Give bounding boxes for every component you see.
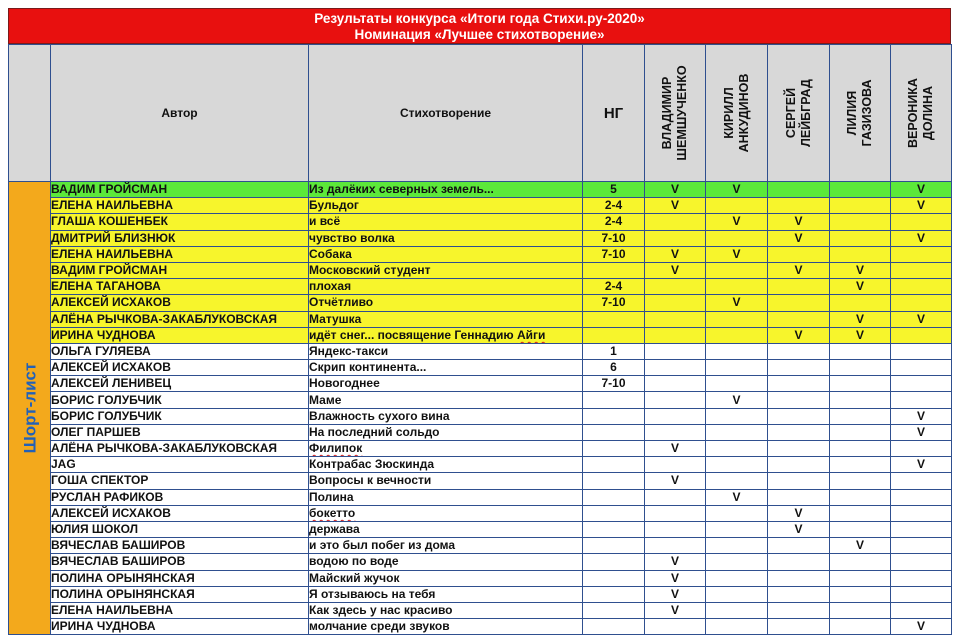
vote-cell-jury-5	[891, 554, 952, 570]
vote-cell-jury-4	[830, 619, 891, 635]
vote-cell-jury-1	[645, 376, 706, 392]
poem-cell	[309, 538, 583, 554]
poem-title: Вопросы к вечности	[309, 473, 432, 488]
vote-cell-jury-2	[706, 457, 768, 473]
author-cell: ПОЛИНА ОРЫНЯНСКАЯ	[51, 570, 309, 586]
poem-cell	[309, 214, 583, 230]
vote-cell-jury-5	[891, 586, 952, 602]
vote-cell-jury-1	[645, 424, 706, 440]
poem-cell	[309, 392, 583, 408]
vote-cell-jury-2	[706, 602, 768, 618]
ng-cell	[583, 570, 645, 586]
vote-cell-jury-3	[768, 619, 830, 635]
vote-cell-jury-4	[830, 602, 891, 618]
table-row	[9, 554, 952, 570]
vote-cell-jury-2	[706, 441, 768, 457]
title-banner	[8, 8, 951, 44]
poem-cell	[309, 521, 583, 537]
vote-cell-jury-4	[830, 408, 891, 424]
vote-cell-jury-1: V	[645, 554, 706, 570]
vote-cell-jury-3	[768, 198, 830, 214]
vote-cell-jury-2	[706, 360, 768, 376]
table-row	[9, 521, 952, 537]
vote-cell-jury-4	[830, 505, 891, 521]
vote-cell-jury-2	[706, 505, 768, 521]
vote-cell-jury-4	[830, 473, 891, 489]
author-cell: БОРИС ГОЛУБЧИК	[51, 392, 309, 408]
vote-cell-jury-4: V	[830, 538, 891, 554]
vote-cell-jury-3: V	[768, 521, 830, 537]
author-cell: ВАДИМ ГРОЙСМАН	[51, 182, 309, 198]
vote-cell-jury-2	[706, 198, 768, 214]
vote-cell-jury-4	[830, 376, 891, 392]
vote-cell-jury-2: V	[706, 489, 768, 505]
results-body	[9, 182, 952, 635]
vote-cell-jury-5	[891, 360, 952, 376]
vote-cell-jury-3	[768, 457, 830, 473]
vote-cell-jury-3	[768, 424, 830, 440]
poem-title: бокетто	[309, 505, 356, 520]
title-line-2: Номинация «Лучшее стихотворение»	[354, 27, 605, 42]
ng-cell	[583, 311, 645, 327]
vote-cell-jury-2	[706, 424, 768, 440]
poem-cell	[309, 376, 583, 392]
poem-title: идёт снег... посвящение Геннадию Айги	[309, 327, 546, 342]
poem-cell	[309, 602, 583, 618]
author-cell: ЮЛИЯ ШОКОЛ	[51, 521, 309, 537]
vote-cell-jury-2	[706, 262, 768, 278]
poem-title: держава	[309, 522, 360, 537]
ng-cell	[583, 424, 645, 440]
ng-cell	[583, 457, 645, 473]
poem-title: Влажность сухого вина	[309, 408, 450, 423]
vote-cell-jury-5	[891, 214, 952, 230]
ng-cell: 7-10	[583, 246, 645, 262]
vote-cell-jury-2: V	[706, 392, 768, 408]
vote-cell-jury-1: V	[645, 602, 706, 618]
vote-cell-jury-4	[830, 586, 891, 602]
table-row	[9, 230, 952, 246]
vote-cell-jury-1	[645, 619, 706, 635]
results-table	[8, 44, 952, 635]
vote-cell-jury-1: V	[645, 198, 706, 214]
vote-cell-jury-2: V	[706, 214, 768, 230]
vote-cell-jury-1: V	[645, 246, 706, 262]
vote-cell-jury-3	[768, 489, 830, 505]
author-cell: АЛЕКСЕЙ ИСХАКОВ	[51, 360, 309, 376]
ng-cell	[583, 262, 645, 278]
poem-title: чувство волка	[309, 230, 395, 245]
poem-cell	[309, 262, 583, 278]
table-row	[9, 570, 952, 586]
ng-cell: 6	[583, 360, 645, 376]
poem-title: Собака	[309, 246, 352, 261]
author-cell: ВАДИМ ГРОЙСМАН	[51, 262, 309, 278]
spellcheck-mark: Айги	[516, 327, 546, 342]
vote-cell-jury-3	[768, 182, 830, 198]
vote-cell-jury-4: V	[830, 327, 891, 343]
poem-title: Майский жучок	[309, 570, 400, 585]
poem-title: Филипок	[309, 441, 363, 456]
author-cell: ЕЛЕНА НАИЛЬЕВНА	[51, 246, 309, 262]
poem-cell	[309, 619, 583, 635]
vote-cell-jury-1: V	[645, 586, 706, 602]
poem-title: и всё	[309, 214, 341, 229]
ng-cell	[583, 538, 645, 554]
poem-title: молчание среди звуков	[309, 619, 450, 634]
vote-cell-jury-3	[768, 343, 830, 359]
vote-cell-jury-5	[891, 279, 952, 295]
poem-title: Маме	[309, 392, 342, 407]
vote-cell-jury-4: V	[830, 279, 891, 295]
vote-cell-jury-2	[706, 538, 768, 554]
vote-cell-jury-4	[830, 230, 891, 246]
vote-cell-jury-4	[830, 360, 891, 376]
poem-title: Скрип континента...	[309, 360, 427, 375]
ng-cell	[583, 586, 645, 602]
vote-cell-jury-3	[768, 279, 830, 295]
vote-cell-jury-5	[891, 441, 952, 457]
author-cell: ПОЛИНА ОРЫНЯНСКАЯ	[51, 586, 309, 602]
author-cell: ЕЛЕНА ТАГАНОВА	[51, 279, 309, 295]
author-cell: ОЛЬГА ГУЛЯЕВА	[51, 343, 309, 359]
ng-cell: 7-10	[583, 230, 645, 246]
table-row	[9, 182, 952, 198]
vote-cell-jury-4	[830, 424, 891, 440]
ng-cell	[583, 505, 645, 521]
poem-title: Из далёких северных земель...	[309, 182, 494, 197]
poem-title: Отчётливо	[309, 295, 374, 310]
poem-title: Матушка	[309, 311, 362, 326]
author-cell: ГОША СПЕКТОР	[51, 473, 309, 489]
vote-cell-jury-3: V	[768, 262, 830, 278]
vote-cell-jury-3	[768, 554, 830, 570]
vote-cell-jury-5: V	[891, 619, 952, 635]
table-row	[9, 586, 952, 602]
vote-cell-jury-1	[645, 214, 706, 230]
poem-title: и это был побег из дома	[309, 538, 456, 553]
author-cell: АЛЕКСЕЙ ЛЕНИВЕЦ	[51, 376, 309, 392]
author-cell: РУСЛАН РАФИКОВ	[51, 489, 309, 505]
vote-cell-jury-5: V	[891, 230, 952, 246]
ng-cell	[583, 521, 645, 537]
poem-cell	[309, 489, 583, 505]
vote-cell-jury-3	[768, 586, 830, 602]
table-row	[9, 457, 952, 473]
vote-cell-jury-3: V	[768, 230, 830, 246]
vote-cell-jury-4	[830, 246, 891, 262]
ng-cell	[583, 554, 645, 570]
poem-cell	[309, 182, 583, 198]
poem-cell	[309, 457, 583, 473]
poem-cell	[309, 230, 583, 246]
table-row	[9, 602, 952, 618]
table-row	[9, 505, 952, 521]
ng-cell	[583, 619, 645, 635]
header-author: Автор	[51, 45, 309, 182]
vote-cell-jury-2	[706, 279, 768, 295]
vote-cell-jury-5	[891, 246, 952, 262]
poem-title: Новогоднее	[309, 376, 380, 391]
table-row	[9, 473, 952, 489]
vote-cell-jury-4	[830, 392, 891, 408]
shortlist-side-cell	[9, 182, 51, 635]
vote-cell-jury-5: V	[891, 311, 952, 327]
poem-cell	[309, 441, 583, 457]
vote-cell-jury-1	[645, 457, 706, 473]
vote-cell-jury-4	[830, 570, 891, 586]
vote-cell-jury-1	[645, 295, 706, 311]
vote-cell-jury-3	[768, 295, 830, 311]
poem-cell	[309, 586, 583, 602]
vote-cell-jury-3	[768, 473, 830, 489]
vote-cell-jury-1: V	[645, 570, 706, 586]
vote-cell-jury-2	[706, 554, 768, 570]
author-cell: ИРИНА ЧУДНОВА	[51, 619, 309, 635]
vote-cell-jury-3	[768, 376, 830, 392]
vote-cell-jury-2	[706, 376, 768, 392]
vote-cell-jury-5	[891, 570, 952, 586]
header-poem: Стихотворение	[309, 45, 583, 182]
author-cell: АЛЕКСЕЙ ИСХАКОВ	[51, 295, 309, 311]
poem-title: водою по воде	[309, 554, 399, 569]
poem-cell	[309, 570, 583, 586]
poem-cell	[309, 360, 583, 376]
header-ng: НГ	[583, 45, 645, 182]
poem-cell	[309, 473, 583, 489]
vote-cell-jury-1	[645, 311, 706, 327]
vote-cell-jury-2: V	[706, 295, 768, 311]
ng-cell	[583, 408, 645, 424]
table-row	[9, 214, 952, 230]
poem-cell	[309, 554, 583, 570]
poem-title: плохая	[309, 279, 352, 294]
vote-cell-jury-3: V	[768, 214, 830, 230]
table-row	[9, 360, 952, 376]
table-row	[9, 295, 952, 311]
vote-cell-jury-1: V	[645, 182, 706, 198]
vote-cell-jury-1	[645, 521, 706, 537]
vote-cell-jury-2: V	[706, 182, 768, 198]
author-cell: АЛЕКСЕЙ ИСХАКОВ	[51, 505, 309, 521]
table-row	[9, 376, 952, 392]
author-cell: АЛЁНА РЫЧКОВА-ЗАКАБЛУКОВСКАЯ	[51, 441, 309, 457]
poem-cell	[309, 246, 583, 262]
vote-cell-jury-4	[830, 521, 891, 537]
ng-cell: 2-4	[583, 198, 645, 214]
vote-cell-jury-5	[891, 473, 952, 489]
vote-cell-jury-1	[645, 505, 706, 521]
vote-cell-jury-5	[891, 295, 952, 311]
vote-cell-jury-5	[891, 327, 952, 343]
table-row	[9, 619, 952, 635]
table-row	[9, 327, 952, 343]
vote-cell-jury-2	[706, 343, 768, 359]
vote-cell-jury-2	[706, 619, 768, 635]
poem-title: Полина	[309, 489, 354, 504]
vote-cell-jury-1	[645, 343, 706, 359]
title-line-1: Результаты конкурса «Итоги года Стихи.ру-2020»	[314, 11, 645, 26]
author-cell: ДМИТРИЙ БЛИЗНЮК	[51, 230, 309, 246]
vote-cell-jury-5: V	[891, 457, 952, 473]
vote-cell-jury-4	[830, 441, 891, 457]
table-row	[9, 311, 952, 327]
author-cell: ОЛЕГ ПАРШЕВ	[51, 424, 309, 440]
author-cell: ВЯЧЕСЛАВ БАШИРОВ	[51, 538, 309, 554]
ng-cell: 2-4	[583, 279, 645, 295]
vote-cell-jury-5: V	[891, 408, 952, 424]
vote-cell-jury-5	[891, 489, 952, 505]
table-row	[9, 424, 952, 440]
vote-cell-jury-5	[891, 343, 952, 359]
vote-cell-jury-3	[768, 602, 830, 618]
vote-cell-jury-3	[768, 246, 830, 262]
poem-title: Я отзываюсь на тебя	[309, 586, 436, 601]
poem-title: Как здесь у нас красиво	[309, 602, 453, 617]
vote-cell-jury-1: V	[645, 262, 706, 278]
poem-cell	[309, 327, 583, 343]
poem-title: Бульдог	[309, 198, 359, 213]
vote-cell-jury-2	[706, 521, 768, 537]
author-cell: БОРИС ГОЛУБЧИК	[51, 408, 309, 424]
vote-cell-jury-2	[706, 586, 768, 602]
ng-cell: 1	[583, 343, 645, 359]
vote-cell-jury-5	[891, 505, 952, 521]
ng-cell	[583, 327, 645, 343]
vote-cell-jury-5	[891, 538, 952, 554]
vote-cell-jury-4: V	[830, 311, 891, 327]
vote-cell-jury-5	[891, 602, 952, 618]
vote-cell-jury-3	[768, 311, 830, 327]
header-jury-5: ВЕРОНИКА ДОЛИНА	[891, 45, 952, 182]
vote-cell-jury-2	[706, 408, 768, 424]
ng-cell	[583, 392, 645, 408]
ng-cell	[583, 473, 645, 489]
table-row	[9, 408, 952, 424]
vote-cell-jury-3	[768, 408, 830, 424]
ng-cell	[583, 441, 645, 457]
vote-cell-jury-3	[768, 538, 830, 554]
vote-cell-jury-3	[768, 392, 830, 408]
table-row	[9, 441, 952, 457]
poem-title: Московский студент	[309, 263, 431, 278]
table-row	[9, 246, 952, 262]
ng-cell: 5	[583, 182, 645, 198]
vote-cell-jury-4	[830, 343, 891, 359]
poem-cell	[309, 311, 583, 327]
table-row	[9, 392, 952, 408]
table-row	[9, 489, 952, 505]
vote-cell-jury-1	[645, 230, 706, 246]
poem-title: На последний сольдо	[309, 424, 440, 439]
author-cell: ЕЛЕНА НАИЛЬЕВНА	[51, 198, 309, 214]
table-row	[9, 198, 952, 214]
vote-cell-jury-4	[830, 554, 891, 570]
poem-cell	[309, 408, 583, 424]
vote-cell-jury-3: V	[768, 505, 830, 521]
ng-cell	[583, 602, 645, 618]
vote-cell-jury-4	[830, 198, 891, 214]
vote-cell-jury-1	[645, 538, 706, 554]
vote-cell-jury-1	[645, 489, 706, 505]
author-cell: ГЛАША КОШЕНБЕК	[51, 214, 309, 230]
ng-cell: 7-10	[583, 295, 645, 311]
vote-cell-jury-2	[706, 327, 768, 343]
vote-cell-jury-2	[706, 473, 768, 489]
table-row	[9, 262, 952, 278]
author-cell: ЕЛЕНА НАИЛЬЕВНА	[51, 602, 309, 618]
header-row	[9, 45, 952, 182]
vote-cell-jury-1	[645, 360, 706, 376]
header-jury-3: СЕРГЕЙ ЛЕЙБГРАД	[768, 45, 830, 182]
table-row	[9, 538, 952, 554]
vote-cell-jury-1	[645, 392, 706, 408]
vote-cell-jury-4	[830, 457, 891, 473]
header-corner	[9, 45, 51, 182]
poem-cell	[309, 505, 583, 521]
vote-cell-jury-2	[706, 230, 768, 246]
vote-cell-jury-5: V	[891, 198, 952, 214]
vote-cell-jury-2	[706, 311, 768, 327]
author-cell: ИРИНА ЧУДНОВА	[51, 327, 309, 343]
vote-cell-jury-4	[830, 214, 891, 230]
vote-cell-jury-2	[706, 570, 768, 586]
vote-cell-jury-3	[768, 441, 830, 457]
vote-cell-jury-4: V	[830, 262, 891, 278]
author-cell: ВЯЧЕСЛАВ БАШИРОВ	[51, 554, 309, 570]
shortlist-label: Шорт-лист	[20, 362, 39, 454]
poem-cell	[309, 295, 583, 311]
vote-cell-jury-5: V	[891, 424, 952, 440]
header-jury-4: ЛИЛИЯ ГАЗИЗОВА	[830, 45, 891, 182]
vote-cell-jury-1	[645, 408, 706, 424]
header-jury-2: КИРИЛЛ АНКУДИНОВ	[706, 45, 768, 182]
poem-cell	[309, 279, 583, 295]
vote-cell-jury-2: V	[706, 246, 768, 262]
vote-cell-jury-1: V	[645, 441, 706, 457]
ng-cell	[583, 489, 645, 505]
table-row	[9, 343, 952, 359]
vote-cell-jury-4	[830, 489, 891, 505]
vote-cell-jury-3	[768, 360, 830, 376]
ng-cell: 2-4	[583, 214, 645, 230]
vote-cell-jury-1: V	[645, 473, 706, 489]
vote-cell-jury-5	[891, 521, 952, 537]
poem-cell	[309, 343, 583, 359]
table-row	[9, 279, 952, 295]
vote-cell-jury-5: V	[891, 182, 952, 198]
poem-cell	[309, 424, 583, 440]
author-cell: JAG	[51, 457, 309, 473]
vote-cell-jury-5	[891, 392, 952, 408]
author-cell: АЛЁНА РЫЧКОВА-ЗАКАБЛУКОВСКАЯ	[51, 311, 309, 327]
vote-cell-jury-1	[645, 327, 706, 343]
poem-title: Контрабас Зюскинда	[309, 457, 435, 472]
poem-title: Яндекс-такси	[309, 343, 389, 358]
vote-cell-jury-4	[830, 182, 891, 198]
vote-cell-jury-1	[645, 279, 706, 295]
vote-cell-jury-5	[891, 376, 952, 392]
vote-cell-jury-5	[891, 262, 952, 278]
poem-cell	[309, 198, 583, 214]
vote-cell-jury-4	[830, 295, 891, 311]
vote-cell-jury-3: V	[768, 327, 830, 343]
vote-cell-jury-3	[768, 570, 830, 586]
header-jury-1: ВЛАДИМИР ШЕМШУЧЕНКО	[645, 45, 706, 182]
ng-cell: 7-10	[583, 376, 645, 392]
